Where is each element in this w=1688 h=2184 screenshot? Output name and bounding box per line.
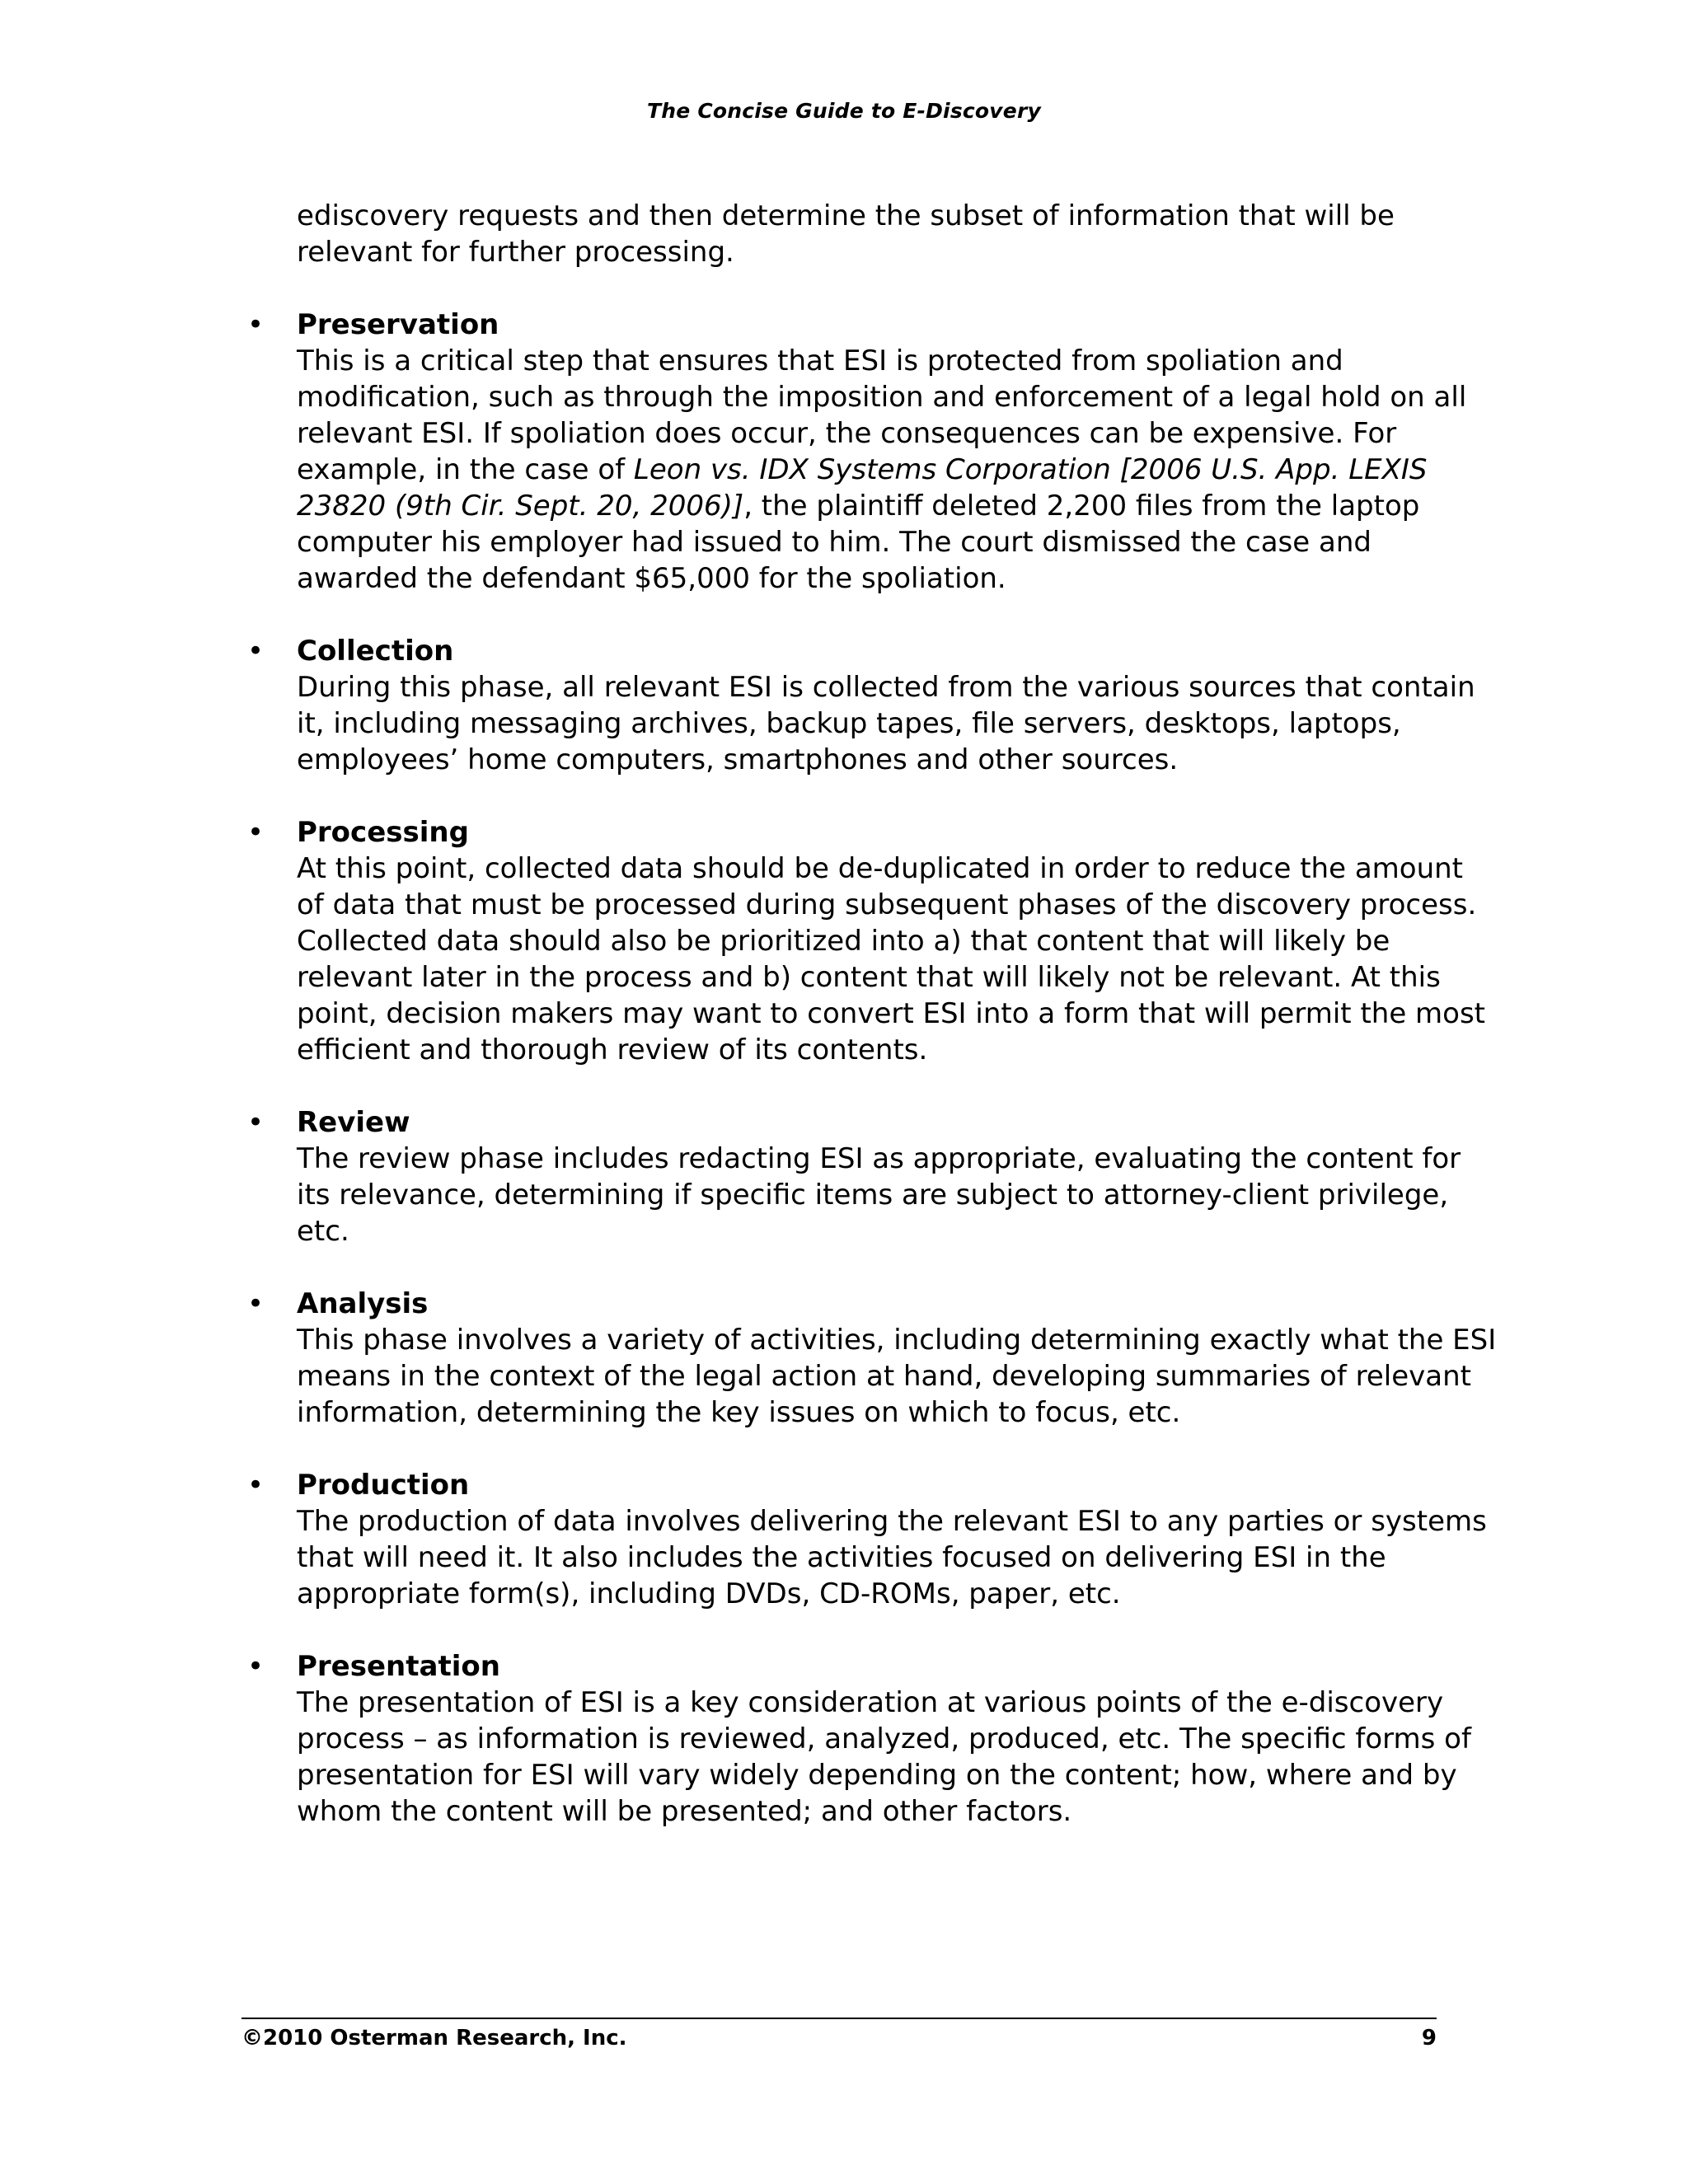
body-line: of data that must be processed during subsequent phases of the discovery process. — [297, 888, 1477, 921]
body-line: awarded the defendant $65,000 for the spoliation. — [297, 562, 1006, 595]
body-line: At this point, collected data should be de-duplicated in order to reduce the amount — [297, 852, 1464, 885]
body-line: point, decision makers may want to convert ESI into a form that will permit the most — [297, 997, 1486, 1030]
section-body-collection — [297, 669, 1475, 778]
body-line: efficient and thorough review of its contents. — [297, 1033, 928, 1066]
body-line: etc. — [297, 1215, 349, 1248]
section-body-analysis — [297, 1322, 1497, 1431]
body-line: presentation for ESI will vary widely depending on the content; how, where and by — [297, 1759, 1457, 1792]
section-review — [247, 1104, 1461, 1249]
section-title-preservation: Preservation — [297, 308, 499, 341]
body-line: The presentation of ESI is a key consideration at various points of the e-discovery — [297, 1686, 1444, 1719]
body-line: relevant ESI. If spoliation does occur, the consequences can be expensive. For — [297, 417, 1397, 450]
body-line: relevant later in the process and b) content that will likely not be relevant. At this — [297, 961, 1441, 994]
body-text: example, in the case of — [297, 453, 634, 486]
bullet-icon: • — [247, 308, 265, 341]
body-line: whom the content will be presented; and other factors. — [297, 1795, 1072, 1828]
case-citation: 23820 (9th Cir. Sept. 20, 2006)] — [297, 490, 744, 523]
section-collection — [247, 633, 1475, 778]
section-analysis — [247, 1286, 1497, 1431]
body-line: Collected data should also be prioritized into a) that content that will likely be — [297, 925, 1390, 958]
body-line: appropriate form(s), including DVDs, CD-ROMs, paper, etc. — [297, 1577, 1121, 1610]
body-line: that will need it. It also includes the activities focused on delivering ESI in the — [297, 1541, 1386, 1574]
body-line: computer his employer had issued to him. The court dismissed the case and — [297, 526, 1372, 559]
body-line: The production of data involves delivering the relevant ESI to any parties or systems — [297, 1505, 1487, 1538]
section-processing — [247, 814, 1486, 1068]
body-line: The review phase includes redacting ESI as appropriate, evaluating the content for — [297, 1142, 1461, 1175]
section-body-production — [297, 1503, 1487, 1612]
intro-paragraph — [297, 198, 1447, 270]
body-line: This phase involves a variety of activities, including determining exactly what the ESI — [297, 1324, 1497, 1357]
bullet-icon: • — [247, 816, 265, 849]
bullet-icon: • — [247, 1287, 265, 1320]
page-footer — [241, 2018, 1437, 2050]
section-title-review: Review — [297, 1106, 410, 1139]
bullet-icon: • — [247, 635, 265, 668]
body-line: it, including messaging archives, backup tapes, file servers, desktops, laptops, — [297, 707, 1401, 740]
section-body-review — [297, 1141, 1461, 1249]
body-line: its relevance, determining if specific items are subject to attorney-client privilege, — [297, 1179, 1449, 1212]
bullet-icon: • — [247, 1469, 265, 1502]
body-line: means in the context of the legal action at hand, developing summaries of relevant — [297, 1360, 1471, 1393]
section-presentation — [247, 1648, 1471, 1830]
intro-line: relevant for further processing. — [297, 236, 734, 269]
running-header: The Concise Guide to E-Discovery — [647, 99, 1041, 123]
section-title-analysis: Analysis — [297, 1287, 429, 1320]
section-title-collection: Collection — [297, 635, 454, 668]
section-body-preservation — [297, 343, 1467, 597]
section-title-presentation: Presentation — [297, 1650, 500, 1683]
section-title-production: Production — [297, 1469, 470, 1502]
intro-line: ediscovery requests and then determine the subset of information that will be — [297, 199, 1395, 232]
bullet-icon: • — [247, 1106, 265, 1139]
bullet-icon: • — [247, 1650, 265, 1683]
body-line: employees’ home computers, smartphones and other sources. — [297, 743, 1179, 776]
page-number: 9 — [1421, 2026, 1437, 2050]
footer-copyright: ©2010 Osterman Research, Inc. — [241, 2026, 627, 2050]
body-line: information, determining the key issues on which to focus, etc. — [297, 1396, 1181, 1429]
page-body — [247, 198, 1497, 1866]
body-text: , the plaintiff deleted 2,200 files from the laptop — [743, 490, 1420, 523]
section-production — [247, 1467, 1487, 1612]
section-body-presentation — [297, 1685, 1471, 1830]
body-line: modification, such as through the imposition and enforcement of a legal hold on all — [297, 381, 1467, 414]
case-citation: Leon vs. IDX Systems Corporation [2006 U.S. App. LEXIS — [633, 453, 1428, 486]
section-body-processing — [297, 851, 1486, 1068]
body-line — [297, 452, 1447, 488]
section-preservation — [247, 307, 1467, 597]
body-line: During this phase, all relevant ESI is collected from the various sources that contain — [297, 671, 1475, 704]
body-line: This is a critical step that ensures that ESI is protected from spoliation and — [297, 344, 1343, 377]
body-line: process – as information is reviewed, analyzed, produced, etc. The specific forms of — [297, 1722, 1471, 1755]
section-title-processing: Processing — [297, 816, 469, 849]
body-line — [297, 488, 1447, 524]
